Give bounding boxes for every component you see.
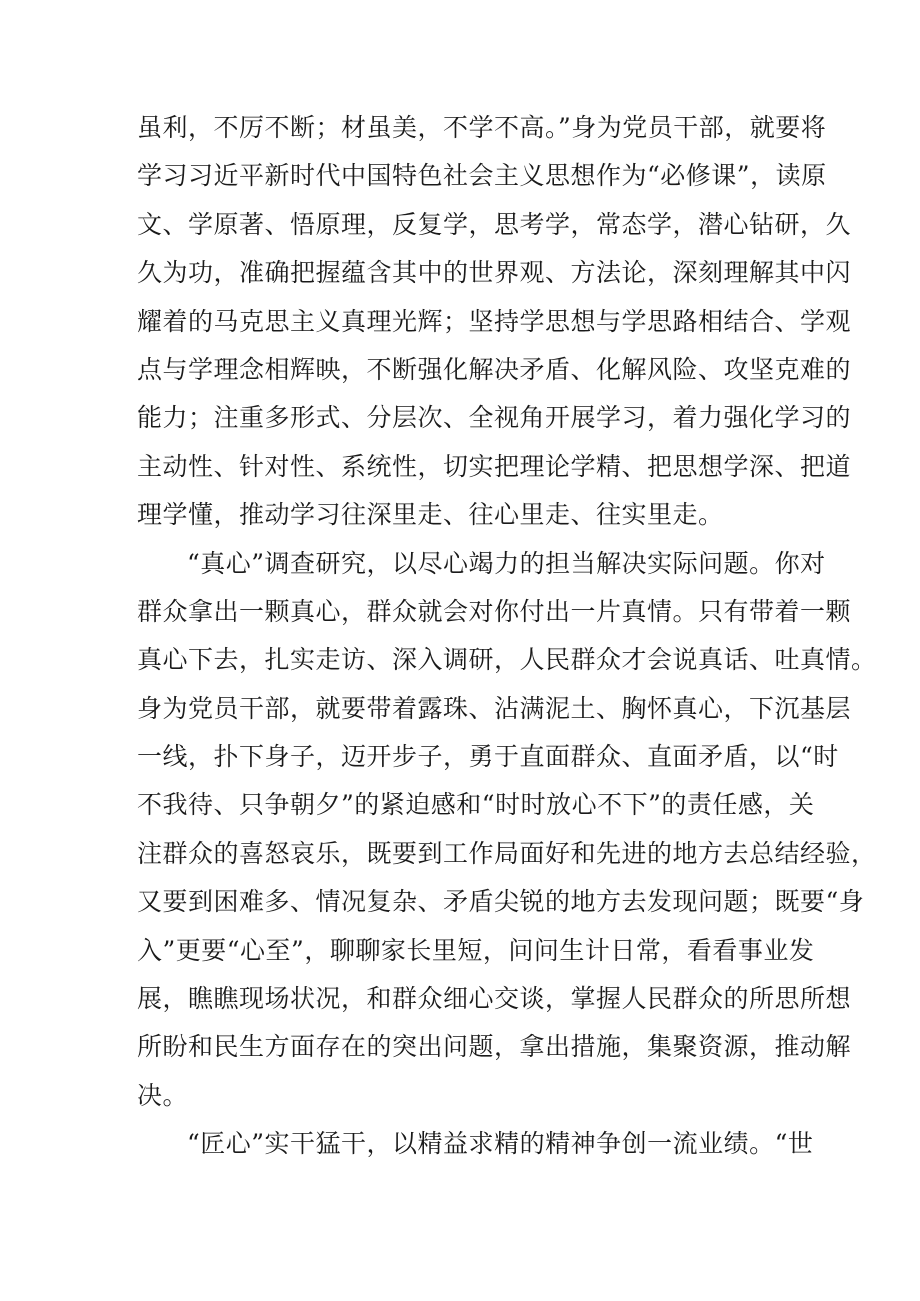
text-line: 虽利，不厉不断；材虽美，不学不高。”身为党员干部，就要将 [137, 113, 827, 142]
text-line: “真心”调查研究，以尽心竭力的担当解决实际问题。你对 [187, 548, 826, 578]
text-line: 真心下去，扎实走访、深入调研，人民群众才会说真话、吐真情。 [137, 645, 877, 675]
text-line: 所盼和民生方面存在的突出问题，拿出措施，集聚资源，推动解 [137, 1032, 852, 1062]
text-line: 群众拿出一颗真心，群众就会对你付出一片真情。只有带着一颗 [137, 596, 852, 626]
text-line: “匠心”实干猛干，以精益求精的精神争创一流业绩。“世 [187, 1129, 814, 1159]
text-line: 入”更要“心至”，聊聊家长里短，问问生计日常，看看事业发 [137, 935, 815, 965]
text-line: 点与学理念相辉映，不断强化解决矛盾、化解风险、攻坚克难的 [137, 354, 852, 384]
text-line: 久为功，准确把握蕴含其中的世界观、方法论，深刻理解其中闪 [137, 258, 852, 288]
text-line: 主动性、针对性、系统性，切实把理论学精、把思想学深、把道 [137, 451, 852, 481]
body-text [137, 104, 877, 1169]
text-line: 又要到困难多、情况复杂、矛盾尖锐的地方去发现问题；既要“身 [137, 887, 865, 917]
text-line: 展，瞧瞧现场状况，和群众细心交谈，掌握人民群众的所思所想 [137, 984, 852, 1014]
text-line: 文、学原著、悟原理，反复学，思考学，常态学，潜心钻研，久 [137, 209, 852, 239]
text-line: 能力；注重多形式、分层次、全视角开展学习，着力强化学习的 [137, 403, 852, 433]
text-line: 理学懂，推动学习往深里走、往心里走、往实里走。 [137, 500, 724, 530]
text-line: 耀着的马克思主义真理光辉；坚持学思想与学思路相结合、学观 [137, 306, 852, 336]
text-line: 身为党员干部，就要带着露珠、沾满泥土、胸怀真心，下沉基层 [137, 693, 852, 723]
text-line: 学习习近平新时代中国特色社会主义思想作为“必修课”，读原 [137, 161, 827, 191]
text-line: 决。 [137, 1080, 189, 1110]
text-line: 一线，扑下身子，迈开步子，勇于直面群众、直面矛盾，以“时 [137, 742, 839, 772]
text-line: 不我待、只争朝夕”的紧迫感和“时时放心不下”的责任感，关 [137, 790, 815, 820]
text-line: 注群众的喜怒哀乐，既要到工作局面好和先进的地方去总结经验， [137, 838, 877, 868]
